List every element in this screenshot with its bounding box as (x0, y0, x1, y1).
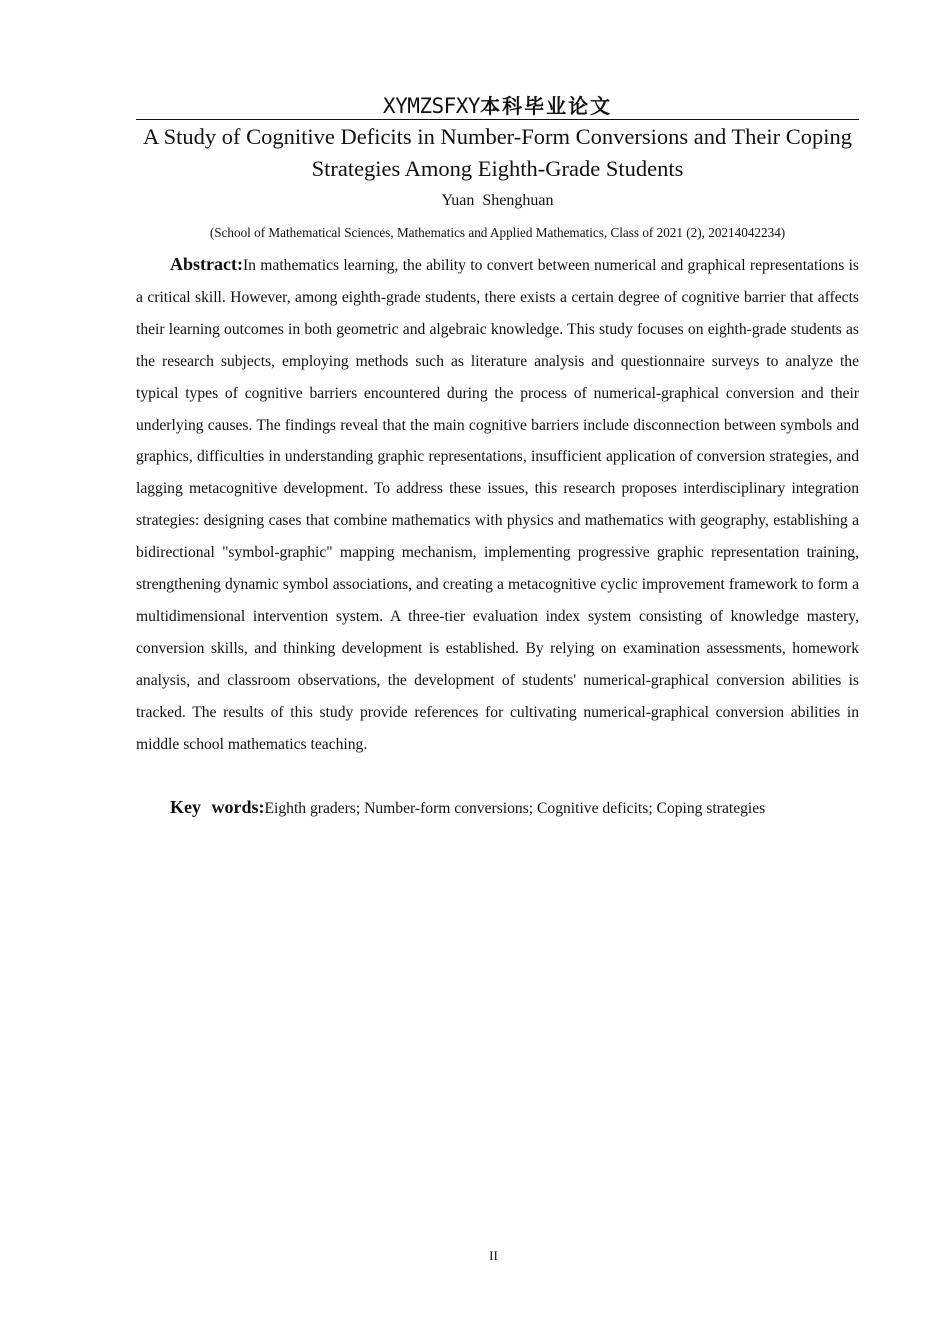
keywords-text: Eighth graders; Number-form conversions; Cognitive deficits; Coping strategies (264, 800, 766, 817)
page-number: II (489, 1248, 498, 1263)
running-header-cjk: 本科毕业论文 (480, 94, 613, 118)
running-header (136, 92, 859, 120)
abstract-paragraph (136, 249, 859, 761)
author-name: Yuan Shenghuan (441, 192, 554, 209)
header-rule (136, 119, 859, 120)
paper-title: A Study of Cognitive Deficits in Number-Form Conversions and Their Coping Strategies Among Eighth-Grade Students (142, 124, 853, 181)
keywords-label: Key words: (170, 797, 265, 817)
abstract-text: In mathematics learning, the ability to convert between numerical and graphical representations is a critical skill. However, among eighth-grade students, there exists a certain degree of cognitive barrier that affects their learning outcomes in both geometric and algebraic knowledge. This study focuses on eighth-grade students as the research subjects, employing methods such as literature analysis and questionnaire surveys to analyze the typical types of cognitive barriers encountered during the process of numerical-graphical conversion and their underlying causes. The findings reveal that the main cognitive barriers include disconnection between symbols and graphics, difficulties in understanding graphic representations, insufficient application of conversion strategies, and lagging metacognitive development. To address these issues, this research proposes interdisciplinary integration strategies: designing cases that combine mathematics with physics and mathematics with geography, establishing a bidirectional "symbol-graphic" mapping mechanism, implementing progressive graphic representation training, strengthening dynamic symbol associations, and creating a metacognitive cyclic improvement framework to form a multidimensional intervention system. A three-tier evaluation index system consisting of knowledge mastery, conversion skills, and thinking development is established. By relying on examination assessments, homework analysis, and classroom observations, the development of students' numerical-graphical conversion abilities is tracked. The results of this study provide references for cultivating numerical-graphical conversion abilities in middle school mathematics teaching. (136, 257, 859, 753)
keywords-paragraph (136, 791, 859, 825)
abstract-label: Abstract: (170, 254, 243, 274)
running-header-latin: XYMZSFXY (382, 94, 481, 118)
author-affiliation: (School of Mathematical Sciences, Mathematics and Applied Mathematics, Class of 2021 (2), 20214042234) (209, 225, 786, 240)
